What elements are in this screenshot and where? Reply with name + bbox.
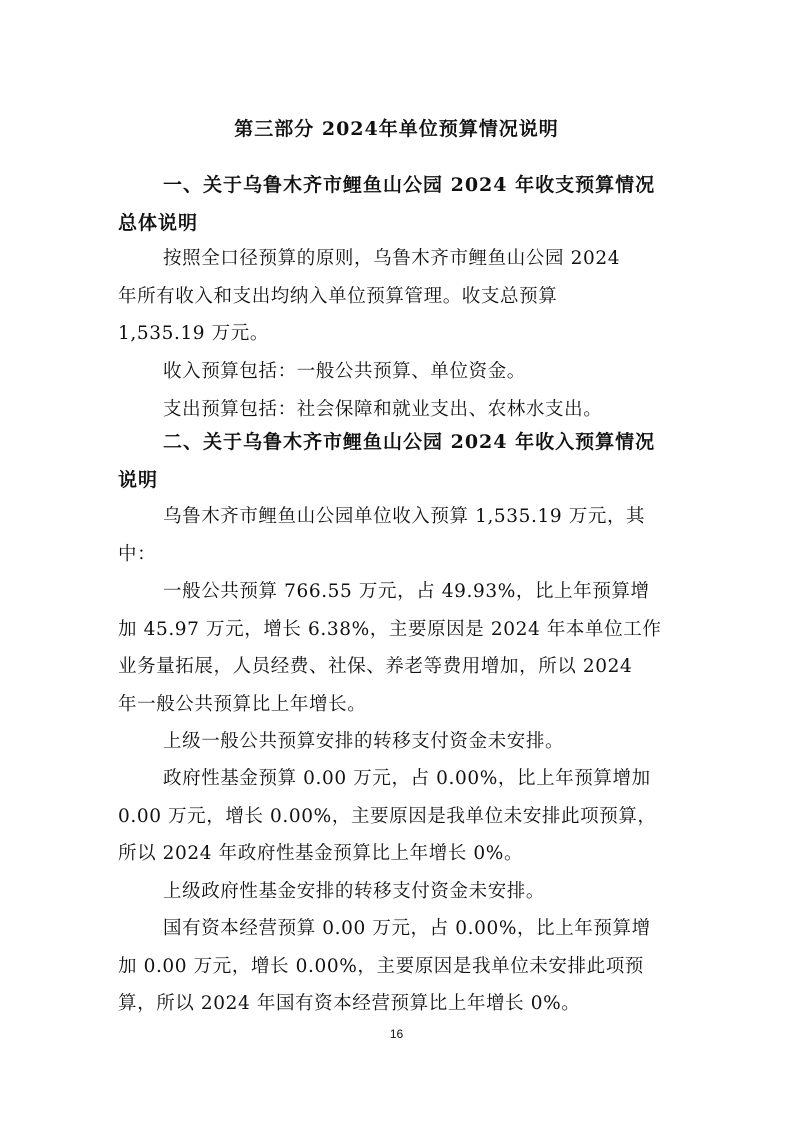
section-2-paragraph-general-transfer bbox=[118, 723, 678, 761]
section-2-heading bbox=[118, 423, 678, 499]
paragraph-line: 算，所以 2024 年国有资本经营预算比上年增长 0%。 bbox=[118, 993, 581, 1014]
paragraph-line: 年一般公共预算比上年增长。 bbox=[118, 693, 367, 715]
paragraph-line: 所以 2024 年政府性基金预算比上年增长 0%。 bbox=[118, 843, 524, 864]
paragraph-line: 按照全口径预算的原则，乌鲁木齐市鲤鱼山公园 2024 bbox=[163, 248, 621, 269]
paragraph-line: 支出预算包括：社会保障和就业支出、农林水支出。 bbox=[163, 399, 603, 420]
paragraph-line: 收入预算包括：一般公共预算、单位资金。 bbox=[163, 361, 526, 382]
paragraph-line: 0.00 万元，增长 0.00%，主要原因是我单位未安排此项预算， bbox=[118, 805, 657, 827]
paragraph-line: 加 45.97 万元，增长 6.38%，主要原因是 2024 年本单位工作 bbox=[118, 618, 662, 640]
paragraph-line: 业务量拓展，人员经费、社保、养老等费用增加，所以 2024 bbox=[118, 656, 633, 677]
section-2-paragraph-total-income bbox=[118, 498, 678, 573]
paragraph-line: 上级政府性基金安排的转移支付资金未安排。 bbox=[163, 881, 546, 902]
section-2-heading-line-2: 说明 bbox=[118, 469, 159, 491]
paragraph-line: 乌鲁木齐市鲤鱼山公园单位收入预算 1,535.19 万元，其 bbox=[163, 506, 646, 527]
section-1-paragraph-scope bbox=[118, 240, 678, 353]
paragraph-line: 中： bbox=[118, 543, 157, 565]
paragraph-line: 年所有收入和支出均纳入单位预算管理。收支总预算 bbox=[118, 285, 558, 307]
page-number: 16 bbox=[389, 1027, 404, 1041]
paragraph-line: 上级一般公共预算安排的转移支付资金未安排。 bbox=[163, 731, 565, 752]
section-2-paragraph-government-fund bbox=[118, 760, 678, 873]
paragraph-line: 1,535.19 万元。 bbox=[118, 323, 269, 344]
section-1-paragraph-income-scope bbox=[118, 353, 678, 391]
section-1-heading-line-2: 总体说明 bbox=[118, 212, 199, 234]
section-1-heading bbox=[118, 166, 678, 242]
paragraph-line: 一般公共预算 766.55 万元，占 49.93%，比上年预算增 bbox=[163, 581, 650, 602]
section-2-paragraph-fund-transfer bbox=[118, 873, 678, 911]
section-2-heading-line-1: 二、关于乌鲁木齐市鲤鱼山公园 2024 年收入预算情况 bbox=[163, 431, 656, 453]
paragraph-line: 加 0.00 万元，增长 0.00%，主要原因是我单位未安排此项预 bbox=[118, 955, 644, 977]
section-1-heading-line-1: 一、关于乌鲁木齐市鲤鱼山公园 2024 年收支预算情况 bbox=[163, 174, 656, 196]
paragraph-line: 政府性基金预算 0.00 万元，占 0.00%，比上年预算增加 bbox=[163, 768, 651, 789]
section-2-paragraph-state-capital bbox=[118, 910, 678, 1023]
page-title: 第三部分 2024年单位预算情况说明 bbox=[234, 118, 559, 140]
section-2-paragraph-general-budget bbox=[118, 573, 678, 723]
paragraph-line: 国有资本经营预算 0.00 万元，占 0.00%，比上年预算增 bbox=[163, 918, 651, 939]
